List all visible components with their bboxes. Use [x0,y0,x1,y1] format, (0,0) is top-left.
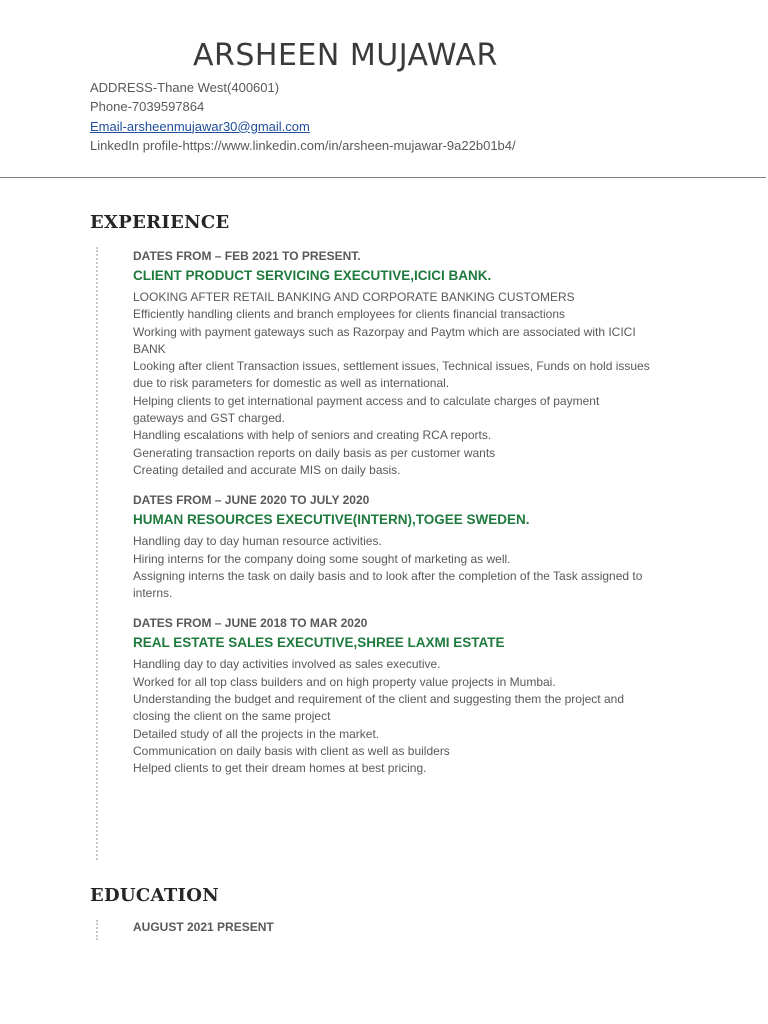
entry-description-line: Communication on daily basis with client as well as builders [133,743,450,758]
entry-description-line: BANK [133,341,166,356]
phone-line: Phone-7039597864 [90,99,205,115]
experience-entry [133,615,678,777]
education-timeline-line [96,920,98,940]
experience-list [133,248,678,791]
entry-dates: DATES FROM – JUNE 2020 TO JULY 2020 [133,493,370,508]
education-dates: AUGUST 2021 PRESENT [133,920,274,934]
entry-role: CLIENT PRODUCT SERVICING EXECUTIVE,ICICI BANK. [133,268,492,283]
experience-entry [133,248,678,479]
entry-description-line: due to risk parameters for domestic as well as international. [133,376,450,391]
entry-description-line: closing the client on the same project [133,709,331,724]
entry-description-line: gateways and GST charged. [133,411,285,426]
entry-description-line: Handling escalations with help of seniors and creating RCA reports. [133,428,492,443]
email-link[interactable]: Email-arsheenmujawar30@gmail.com [90,118,310,134]
entry-description-line: Efficiently handling clients and branch employees for clients financial transactions [133,307,566,322]
entry-description-line: Helping clients to get international payment access and to calculate charges of payment [133,393,600,408]
entry-description-line: Working with payment gateways such as Razorpay and Paytm which are associated with ICICI [133,324,636,339]
contact-block [90,78,516,155]
entry-role: REAL ESTATE SALES EXECUTIVE,SHREE LAXMI ESTATE [133,635,505,651]
entry-description-line: Creating detailed and accurate MIS on daily basis. [133,462,401,477]
entry-role: HUMAN RESOURCES EXECUTIVE(INTERN),TOGEE SWEDEN. [133,512,530,528]
entry-description-line: Detailed study of all the projects in the market. [133,726,380,741]
address-line: ADDRESS-Thane West(400601) [90,80,280,95]
entry-description-line: Handling day to day human resource activities. [133,534,382,549]
entry-description-line: Looking after client Transaction issues, settlement issues, Technical issues, Funds on hold issues [133,359,650,374]
entry-description-line: Understanding the budget and requirement of the client and suggesting them the project and [133,692,624,707]
entry-description-line: Helped clients to get their dream homes at best pricing. [133,761,427,776]
resume-name: ARSHEEN MUJAWAR [193,38,498,73]
experience-heading: EXPERIENCE [90,212,230,233]
entry-description-line: Worked for all top class builders and on high property value projects in Mumbai. [133,674,556,689]
experience-timeline-line [96,247,98,860]
entry-dates: DATES FROM – FEB 2021 TO PRESENT. [133,249,361,263]
entry-description-line: Hiring interns for the company doing some sought of marketing as well. [133,551,511,566]
entry-dates: DATES FROM – JUNE 2018 TO MAR 2020 [133,616,368,631]
entry-description-line: Generating transaction reports on daily basis as per customer wants [133,445,496,460]
education-heading: EDUCATION [90,885,219,906]
entry-description-line: interns. [133,586,173,601]
entry-description-line: LOOKING AFTER RETAIL BANKING AND CORPORATE BANKING CUSTOMERS [133,290,575,304]
linkedin-line: LinkedIn profile-https://www.linkedin.com/in/arsheen-mujawar-9a22b01b4/ [90,137,516,153]
entry-description-line: Handling day to day activities involved as sales executive. [133,657,441,672]
entry-description-line: Assigning interns the task on daily basis and to look after the completion of the Task assigned to [133,568,643,583]
header-divider [0,177,766,178]
experience-entry [133,492,678,602]
